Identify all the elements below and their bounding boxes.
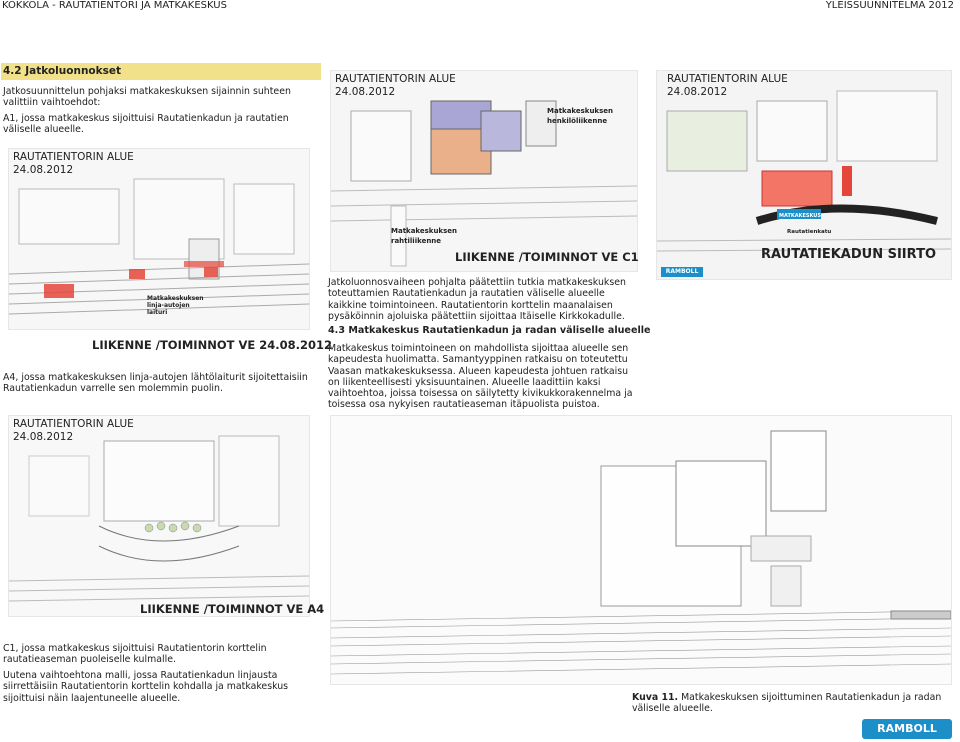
header-left: KOKKOLA - RAUTATIENTORI JA MATKAKESKUS	[2, 0, 227, 11]
uutena-text: Uutena vaihtoehtona malli, jossa Rautatienkadun linjausta siirrettäisiin Rautatientorin korttelin kohdalla ja matkakeskus sijoittuisi näin laajentuneelle alueelle.	[3, 670, 289, 704]
map-c1	[330, 70, 638, 272]
map-a4	[8, 415, 310, 617]
jatko-text: Jatkoluonnosvaiheen pohjalta päätettiin tutkia matkakeskuksen toteuttamien Rautatienkadun ja rautatien väliselle alueelle kaikkine toimintoineen. Rautatientorin korttelin maanalaisen pysäköinnin ajoluiska päätettiin sijoittaa Itäiselle Kirkkokadulle.	[328, 277, 626, 322]
a1-text: A1, jossa matkakeskus sijoittuisi Rautatienkadun ja rautatien väliselle alueelle.	[3, 113, 289, 136]
ramboll-logo-small: RAMBOLL	[661, 267, 703, 277]
c1-text: C1, jossa matkakeskus sijoittuisi Rautatientorin korttelin rautatieaseman puoleiselle kulmalle.	[3, 643, 267, 666]
map-c1-caption: LIIKENNE /TOIMINNOT VE C1	[455, 250, 639, 264]
map-siirto-label: MATKAKESKUS	[779, 213, 821, 219]
figure-caption	[632, 692, 960, 714]
section43-title: 4.3 Matkakeskus Rautatienkadun ja radan väliselle alueelle	[328, 325, 651, 336]
header-right: YLEISSUUNNITELMA 2012	[825, 0, 954, 11]
map-a4-caption: LIIKENNE /TOIMINNOT VE A4	[140, 602, 325, 616]
map-a1-note: Matkakeskuksen linja-autojen laituri	[147, 295, 204, 316]
map-c1-date: 24.08.2012	[335, 86, 396, 98]
map-a1	[8, 148, 310, 330]
ramboll-logo: RAMBOLL	[862, 719, 952, 739]
map-c1-title: RAUTATIENTORIN ALUE	[335, 73, 456, 85]
section-title: 4.2 Jatkoluonnokset	[1, 63, 321, 80]
map-c1-note1: Matkakeskuksen henkilöliikenne	[547, 107, 613, 125]
map-c1-note2: Matkakeskuksen rahtiliikenne	[391, 227, 457, 245]
map-a1-caption: LIIKENNE /TOIMINNOT VE 24.08.2012	[92, 338, 332, 352]
map-siirto-title: RAUTATIENTORIN ALUE	[667, 73, 788, 85]
map-siirto	[656, 70, 952, 280]
intro-text: Jatkosuunnittelun pohjaksi matkakeskuksen sijainnin suhteen valittiin vaihtoehdot:	[3, 86, 291, 109]
map-siirto-street: Rautatienkatu	[787, 229, 832, 235]
map-siirto-date: 24.08.2012	[667, 86, 728, 98]
map-siirto-caption: RAUTATIEKADUN SIIRTO	[761, 247, 936, 262]
site-plan	[330, 415, 952, 685]
section43-body: Matkakeskus toimintoineen on mahdollista sijoittaa alueelle sen kapeudesta huolimatta. Samantyyppinen ratkaisu on toteutettu Vaasan matkakeskuksessa. Alueen kapeudesta johtuen ratkaisu on liikenteellisesti yksisuuntainen. Alueelle laadittiin kaksi vaihtoehtoa, joissa toisessa on säilytetty kivikukkorakennelma ja toisessa osa nykyisen rautatieaseman itäpuolista puistoa.	[328, 343, 633, 411]
map-a4-date: 24.08.2012	[13, 431, 74, 443]
figure-number: Kuva 11.	[632, 692, 679, 703]
map-a1-title: RAUTATIENTORIN ALUE	[13, 151, 134, 163]
a4-text: A4, jossa matkakeskuksen linja-autojen lähtölaiturit sijoitettaisiin Rautatienkadun varrelle sen molemmin puolin.	[3, 372, 308, 395]
map-a1-date: 24.08.2012	[13, 164, 74, 176]
page-header	[0, 0, 960, 14]
map-a4-title: RAUTATIENTORIN ALUE	[13, 418, 134, 430]
figure-text: Matkakeskuksen sijoittuminen Rautatienkadun ja radan väliselle alueelle.	[632, 692, 942, 714]
